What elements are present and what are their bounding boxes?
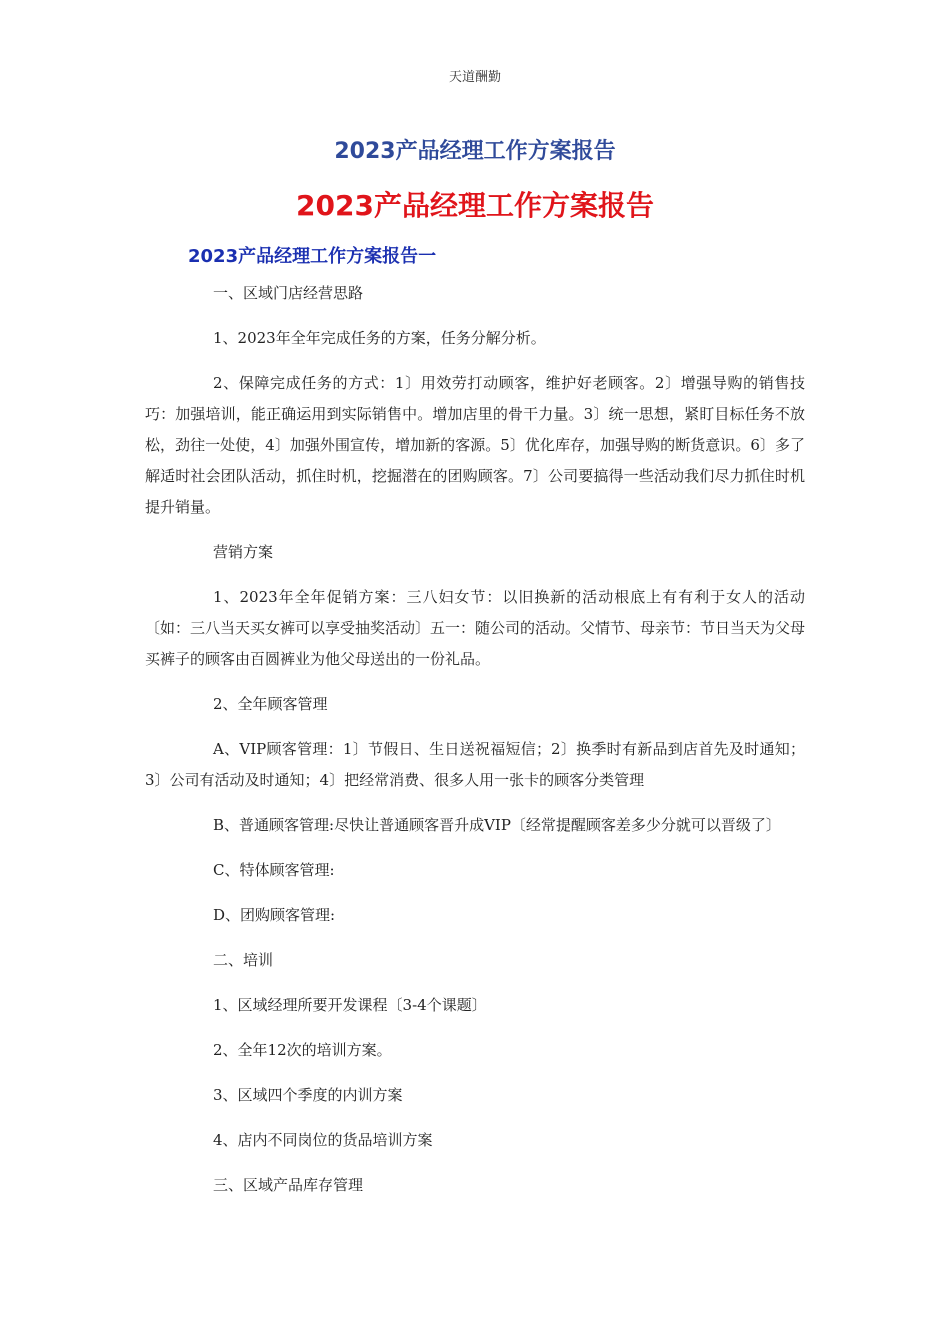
paragraph: A、VIP顾客管理：1〕节假日、生日送祝福短信；2〕换季时有新品到店首先及时通知；3〕公司有活动及时通知；4〕把经常消费、很多人用一张卡的顾客分类管理 xyxy=(145,740,805,789)
document-title: 2023产品经理工作方案报告 xyxy=(334,139,616,164)
document-body xyxy=(145,278,805,1215)
paragraph: B、普通顾客管理:尽快让普通顾客晋升成VIP〔经常提醒顾客差多少分就可以晋级了〕 xyxy=(213,816,781,834)
page-header: 天道酬勤 xyxy=(448,70,501,85)
paragraph: 1、区域经理所要开发课程〔3-4个课题〕 xyxy=(213,996,487,1014)
paragraph: 2、保障完成任务的方式：1〕用效劳打动顾客，维护好老顾客。2〕增强导购的销售技巧：加强培训，能正确运用到实际销售中。增加店里的骨干力量。3〕统一思想，紧盯目标任务不放松，劲往一处使，4〕加强外围宣传，增加新的客源。5〕优化库存，加强导购的断货意识。6〕多了解适时社会团队活动，抓住时机，挖掘潜在的团购顾客。7〕公司要搞得一些活动我们尽力抓住时机提升销量。 xyxy=(145,374,805,516)
paragraph: 1、2023年全年完成任务的方案，任务分解分析。 xyxy=(213,329,546,347)
paragraph-heading-3: 三、区域产品库存管理 xyxy=(213,1176,364,1194)
paragraph: 2、全年12次的培训方案。 xyxy=(213,1041,392,1059)
paragraph: D、团购顾客管理: xyxy=(213,906,336,924)
document-title-red: 2023产品经理工作方案报告 xyxy=(296,189,654,222)
section-subtitle: 2023产品经理工作方案报告一 xyxy=(188,246,437,267)
paragraph: 2、全年顾客管理 xyxy=(213,695,328,713)
paragraph: 1、2023年全年促销方案：三八妇女节：以旧换新的活动根底上有有利于女人的活动〔如：三八当天买女裤可以享受抽奖活动〕五一：随公司的活动。父情节、母亲节：节日当天为父母买裤子的顾客由百圆裤业为他父母送出的一份礼品。 xyxy=(145,588,806,668)
paragraph: C、特体顾客管理: xyxy=(213,861,335,879)
paragraph: 4、店内不同岗位的货品培训方案 xyxy=(213,1131,433,1149)
paragraph: 3、区域四个季度的内训方案 xyxy=(213,1086,403,1104)
paragraph-heading-1: 一、区域门店经营思路 xyxy=(213,284,364,302)
paragraph-heading-2: 二、培训 xyxy=(213,951,274,969)
paragraph-heading-marketing: 营销方案 xyxy=(213,543,274,561)
